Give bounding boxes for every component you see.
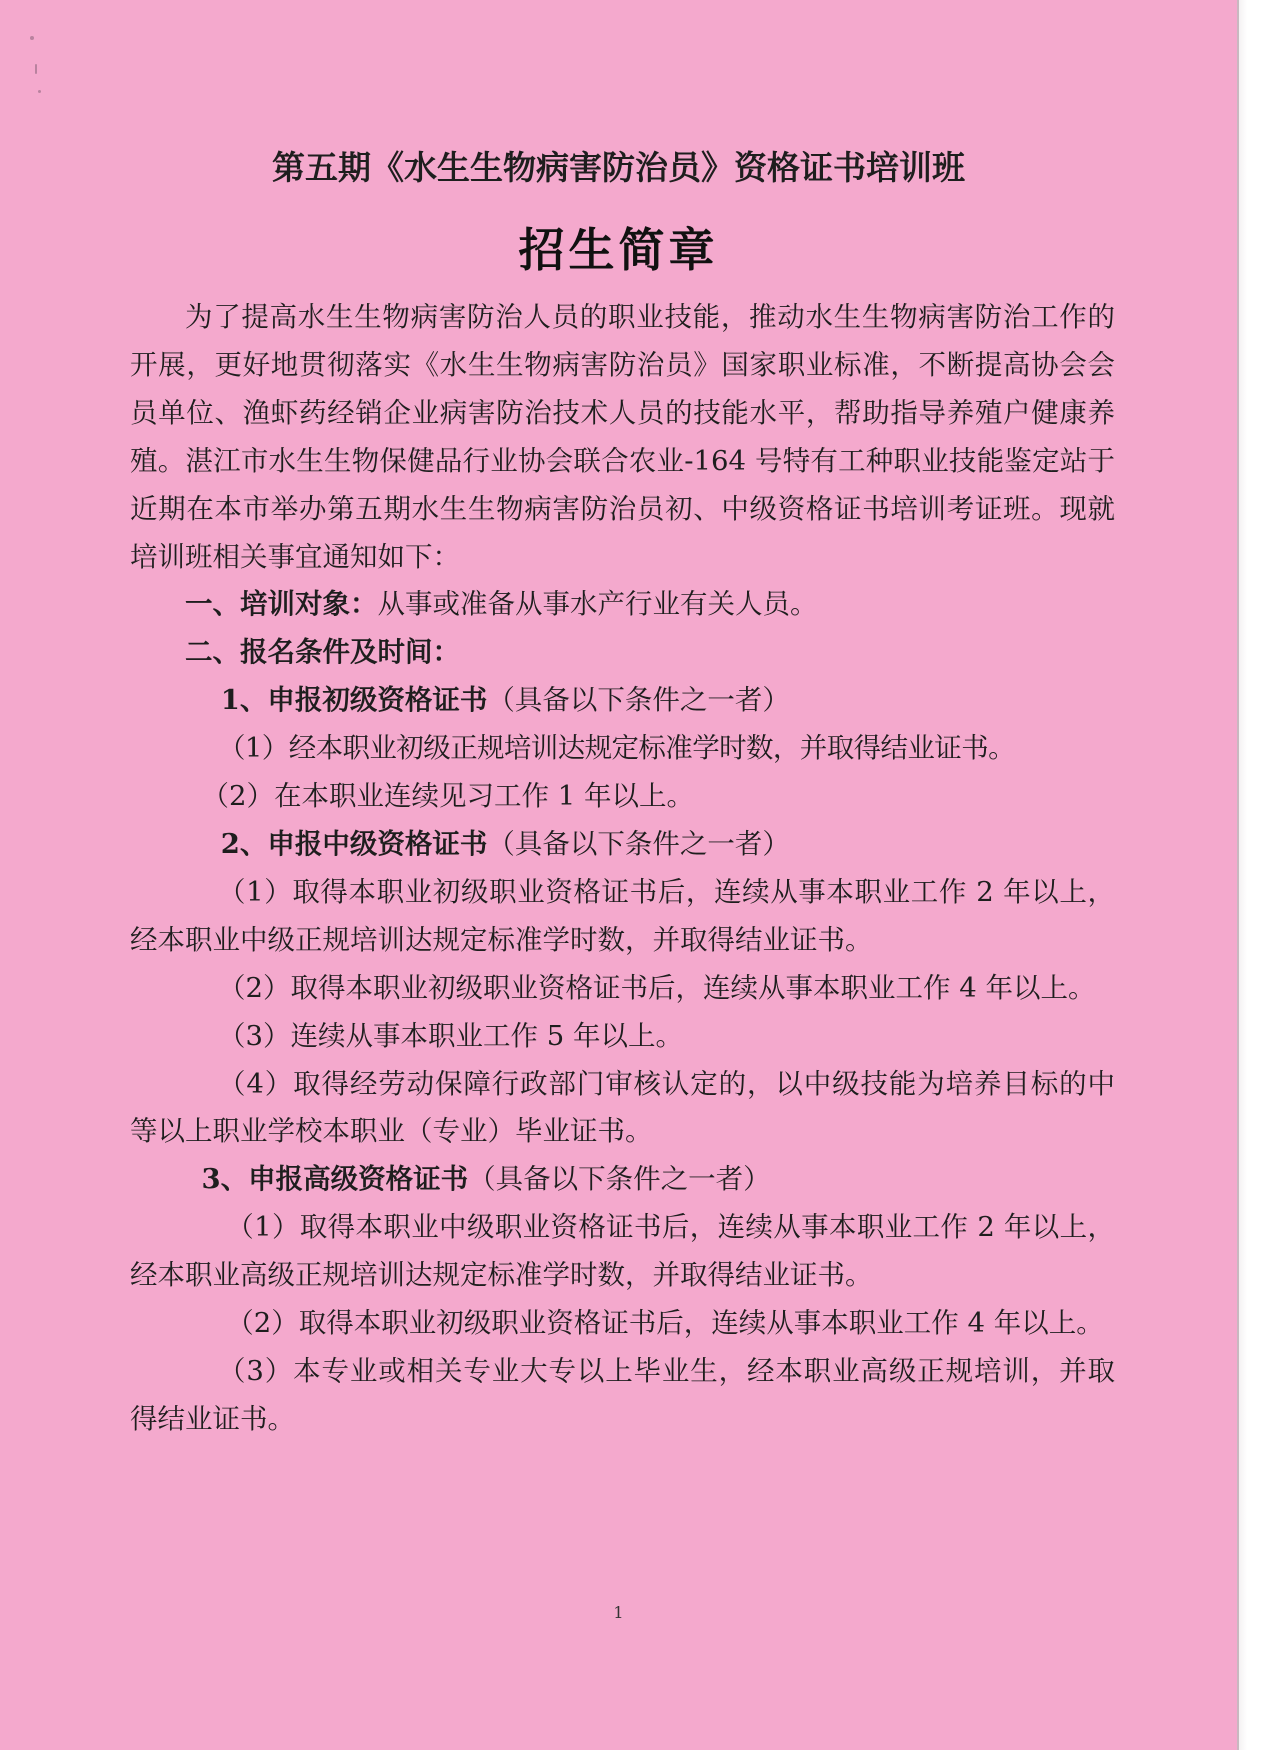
subsection-heading: 1、申报初级资格证书 bbox=[220, 684, 488, 717]
condition-item: （3）连续从事本职业工作 5 年以上。 bbox=[218, 1019, 683, 1052]
document-body bbox=[130, 294, 1115, 1444]
subsection-note: （具备以下条件之一者） bbox=[487, 684, 790, 717]
section-heading: 一、培训对象： bbox=[185, 588, 378, 621]
section-text: 从事或准备从事水产行业有关人员。 bbox=[377, 588, 818, 621]
intro-paragraph: 为了提高水生生物病害防治人员的职业技能，推动水生生物病害防治工作的开展，更好地贯彻落实《水生生物病害防治员》国家职业标准，不断提高协会会员单位、渔虾药经销企业病害防治技术人员的技能水平，帮助指导养殖户健康养殖。湛江市水生生物保健品行业协会联合农业-164 号特有工种职业技能鉴定站于近期在本市举办第五期水生生物病害防治员初、中级资格证书培训考证班。现就培训班相关事宜通知如下： bbox=[130, 301, 1115, 573]
scan-speck bbox=[35, 64, 37, 74]
condition-item: （1）取得本职业中级职业资格证书后，连续从事本职业工作 2 年以上，经本职业高级正规培训达规定标准学时数，并取得结业证书。 bbox=[130, 1211, 1115, 1292]
scan-speck bbox=[38, 90, 41, 93]
condition-item: （2）在本职业连续见习工作 1 年以上。 bbox=[201, 780, 694, 813]
condition-item: （1）取得本职业初级职业资格证书后，连续从事本职业工作 2 年以上，经本职业中级正规培训达规定标准学时数，并取得结业证书。 bbox=[130, 875, 1115, 956]
subsection-senior bbox=[130, 1156, 1115, 1204]
subsection-intermediate bbox=[130, 821, 1115, 869]
condition-item: （2）取得本职业初级职业资格证书后，连续从事本职业工作 4 年以上。 bbox=[218, 971, 1096, 1004]
section-training-target bbox=[130, 581, 1115, 629]
scanner-margin bbox=[1237, 0, 1275, 1750]
subsection-note: （具备以下条件之一者） bbox=[468, 1163, 771, 1196]
subsection-heading: 2、申报中级资格证书 bbox=[220, 827, 488, 860]
document-title: 第五期《水生生物病害防治员》资格证书培训班 bbox=[272, 148, 965, 187]
section-heading: 二、报名条件及时间： bbox=[185, 636, 460, 669]
condition-item: （4）取得经劳动保障行政部门审核认定的，以中级技能为培养目标的中等以上职业学校本职业（专业）毕业证书。 bbox=[130, 1067, 1115, 1148]
subsection-note: （具备以下条件之一者） bbox=[487, 827, 790, 860]
document-subtitle: 招生简章 bbox=[518, 223, 719, 277]
subsection-heading: 3、申报高级资格证书 bbox=[201, 1163, 469, 1196]
condition-item: （1）经本职业初级正规培训达规定标准学时数，并取得结业证书。 bbox=[218, 732, 1015, 765]
scan-speck bbox=[30, 36, 34, 40]
subsection-junior bbox=[130, 677, 1115, 725]
condition-item: （3）本专业或相关专业大专以上毕业生，经本职业高级正规培训，并取得结业证书。 bbox=[130, 1354, 1115, 1435]
page-number: 1 bbox=[613, 1603, 624, 1622]
condition-item: （2）取得本职业初级职业资格证书后，连续从事本职业工作 4 年以上。 bbox=[226, 1307, 1104, 1340]
